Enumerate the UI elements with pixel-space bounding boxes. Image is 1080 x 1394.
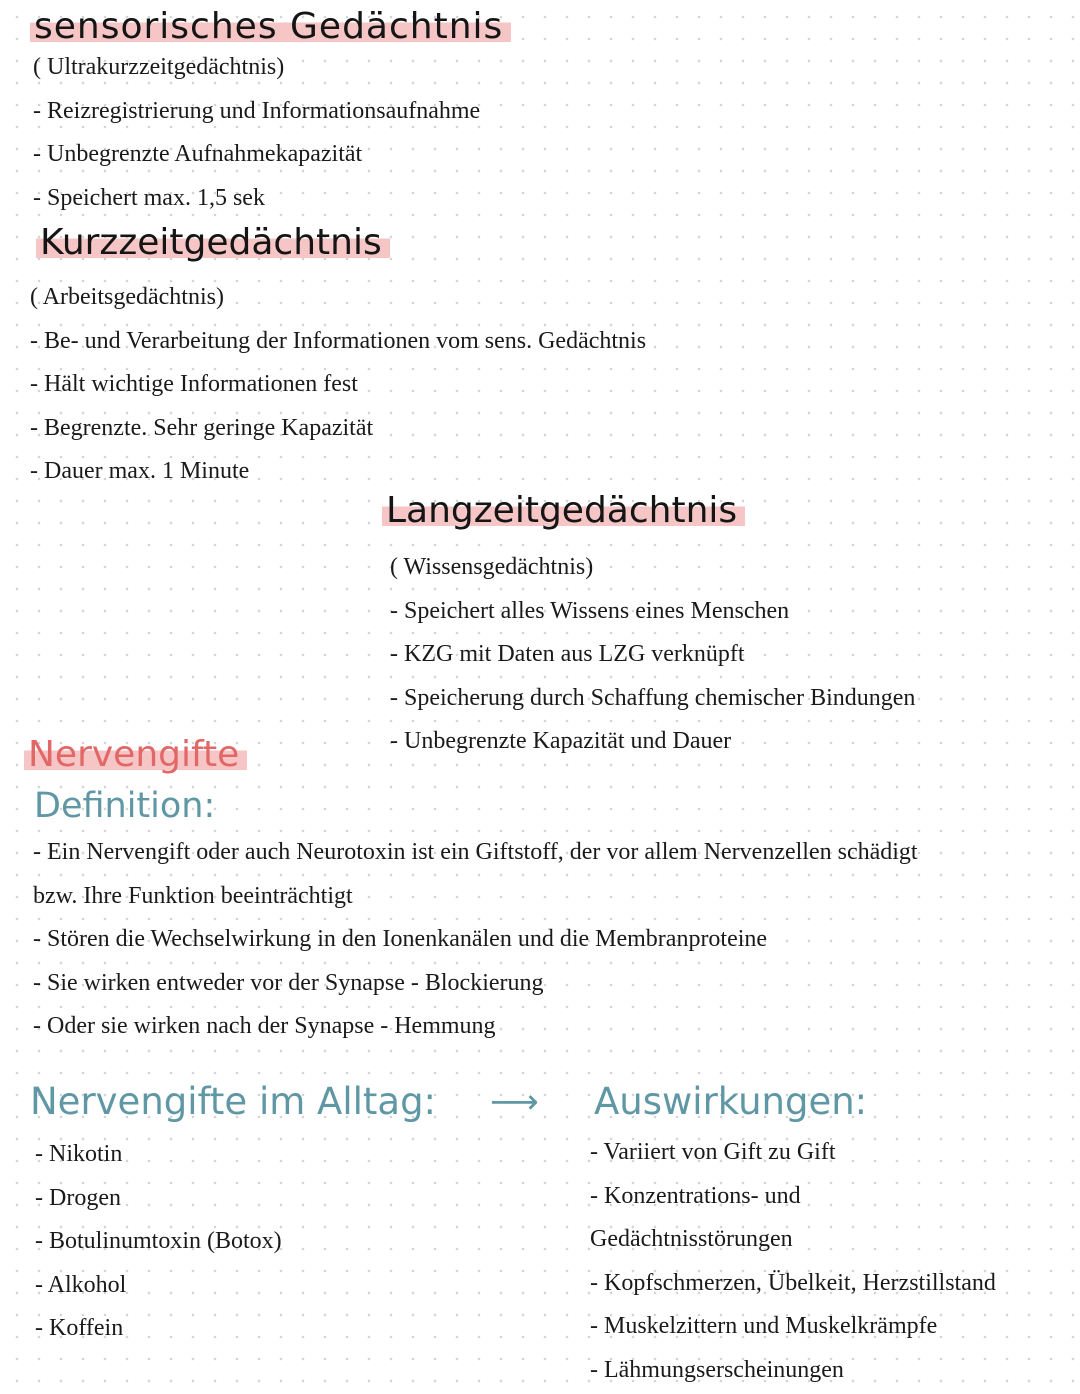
effects-item: Gedächtnisstörungen xyxy=(590,1226,793,1252)
sensory-heading: sensorisches Gedächtnis xyxy=(30,6,511,47)
effects-item: - Lähmungserscheinungen xyxy=(590,1356,844,1383)
effects-item: - Variiert von Gift zu Gift xyxy=(590,1139,836,1165)
everyday-heading: Nervengifte im Alltag: xyxy=(30,1080,437,1123)
long-term-section xyxy=(390,546,915,764)
toxins-heading: Nervengifte xyxy=(24,734,247,775)
short-term-item: - Begrenzte. Sehr geringe Kapazität xyxy=(30,414,374,441)
long-term-item: - Speichert alles Wissens eines Menschen xyxy=(390,597,790,624)
long-term-item: - Unbegrenzte Kapazität und Dauer xyxy=(390,728,732,754)
sensory-item: - Speichert max. 1,5 sek xyxy=(33,184,265,211)
long-term-subtitle: ( Wissensgedächtnis) xyxy=(390,554,594,580)
everyday-item: - Botulinumtoxin (Botox) xyxy=(35,1228,282,1254)
definition-line: bzw. Ihre Funktion beeinträchtigt xyxy=(33,882,353,909)
everyday-list xyxy=(35,1133,282,1351)
long-term-item: - Speicherung durch Schaffung chemischer Bindungen xyxy=(390,684,916,711)
short-term-heading: Kurzzeitgedächtnis xyxy=(36,222,390,263)
sensory-section xyxy=(33,46,480,220)
definition-label: Definition: xyxy=(34,786,216,826)
sensory-item: - Reizregistrierung und Informationsaufnahme xyxy=(33,97,481,124)
everyday-item: - Nikotin xyxy=(35,1141,123,1167)
effects-item: - Kopfschmerzen, Übelkeit, Herzstillstand xyxy=(590,1269,996,1296)
sensory-subtitle: ( Ultrakurzzeitgedächtnis) xyxy=(33,54,285,80)
long-term-heading: Langzeitgedächtnis xyxy=(382,490,745,531)
everyday-item: - Drogen xyxy=(35,1184,121,1211)
short-term-item: - Dauer max. 1 Minute xyxy=(30,458,250,484)
short-term-subtitle: ( Arbeitsgedächtnis) xyxy=(30,284,224,310)
definition-line: - Oder sie wirken nach der Synapse - Hemmung xyxy=(33,1013,496,1039)
effects-list xyxy=(590,1131,996,1392)
everyday-item: - Koffein xyxy=(35,1315,124,1341)
definition-line: - Ein Nervengift oder auch Neurotoxin ist ein Giftstoff, der vor allem Nervenzellen schädigt xyxy=(33,839,918,865)
effects-item: - Konzentrations- und xyxy=(590,1182,801,1209)
effects-heading: Auswirkungen: xyxy=(594,1080,868,1123)
short-term-item: - Be- und Verarbeitung der Informationen vom sens. Gedächtnis xyxy=(30,327,647,354)
long-term-item: - KZG mit Daten aus LZG verknüpft xyxy=(390,641,745,667)
sensory-item: - Unbegrenzte Aufnahmekapazität xyxy=(33,141,363,167)
toxins-definition xyxy=(33,831,918,1049)
short-term-section xyxy=(30,276,646,494)
short-term-item: - Hält wichtige Informationen fest xyxy=(30,371,358,397)
arrow-right-icon: ⟶ xyxy=(490,1082,539,1122)
definition-line: - Stören die Wechselwirkung in den Ionenkanälen und die Membranproteine xyxy=(33,926,768,952)
definition-line: - Sie wirken entweder vor der Synapse - Blockierung xyxy=(33,969,544,996)
effects-item: - Muskelzittern und Muskelkrämpfe xyxy=(590,1313,938,1339)
everyday-item: - Alkohol xyxy=(35,1271,127,1298)
